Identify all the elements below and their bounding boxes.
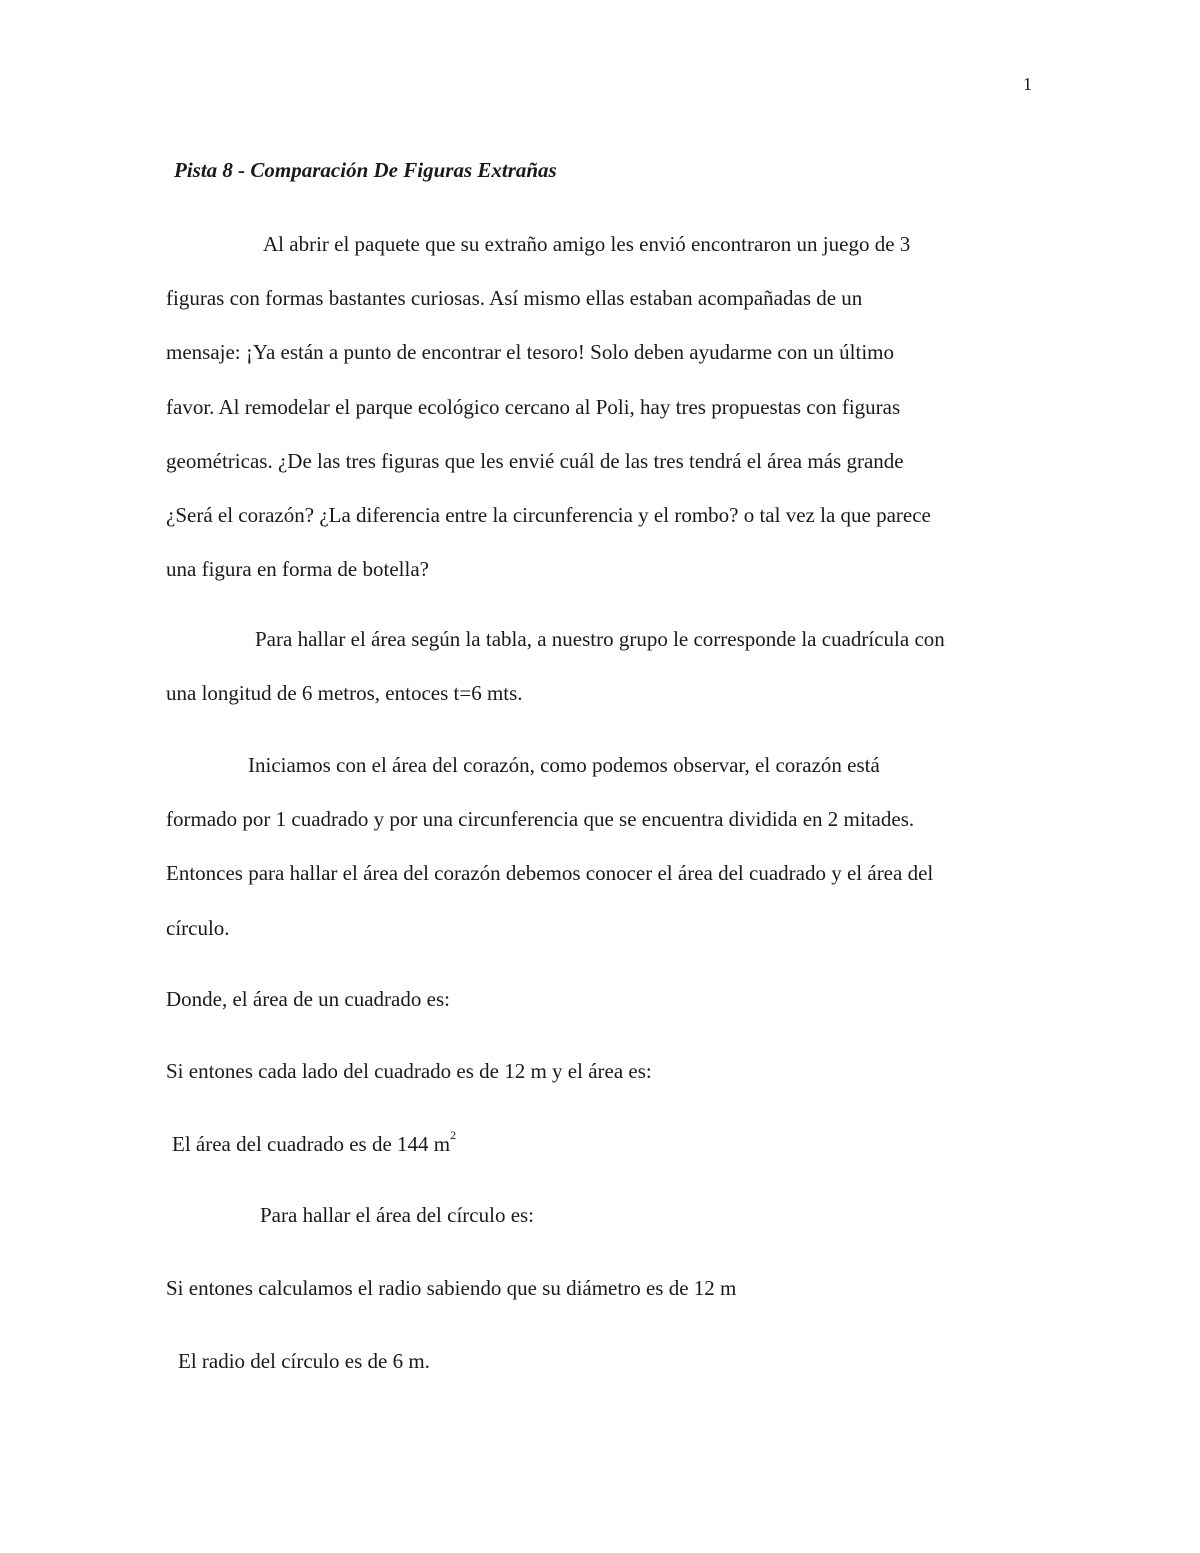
line-donde: Donde, el área de un cuadrado es:	[166, 987, 450, 1011]
text-line: mensaje: ¡Ya están a punto de encontrar el tesoro! Solo deben ayudarme con un último	[166, 340, 894, 365]
line-si-radio: Si entones calculamos el radio sabiendo que su diámetro es de 12 m	[166, 1276, 737, 1300]
text-line: favor. Al remodelar el parque ecológico cercano al Poli, hay tres propuestas con figuras	[166, 394, 901, 419]
text-line: Al abrir el paquete que su extraño amigo les envió encontraron un juego de 3	[263, 232, 911, 256]
text-line: una figura en forma de botella?	[166, 557, 429, 582]
paragraph-tabla	[166, 612, 1036, 720]
text-line: Para hallar el área según la tabla, a nuestro grupo le corresponde la cuadrícula con	[255, 627, 945, 651]
text-line: figuras con formas bastantes curiosas. Así mismo ellas estaban acompañadas de un	[166, 286, 863, 311]
line-si-cuadrado: Si entones cada lado del cuadrado es de 12 m y el área es:	[166, 1059, 652, 1083]
line-radio: El radio del círculo es de 6 m.	[178, 1349, 430, 1373]
paragraph-corazon	[166, 738, 1036, 955]
text-line: Entonces para hallar el área del corazón debemos conocer el área del cuadrado y el área del	[166, 861, 934, 886]
page-number: 1	[1023, 74, 1032, 94]
text-line: formado por 1 cuadrado y por una circunferencia que se encuentra dividida en 2 mitades.	[166, 807, 915, 832]
line-para-circulo: Para hallar el área del círculo es:	[260, 1203, 535, 1227]
document-title: Pista 8 - Comparación De Figuras Extrañas	[174, 158, 557, 182]
superscript-exponent: 2	[450, 1128, 457, 1142]
paragraph-intro	[166, 217, 1036, 596]
text-line: geométricas. ¿De las tres figuras que les envié cuál de las tres tendrá el área más grande	[166, 448, 904, 473]
area-cuadrado-text: El área del cuadrado es de 144 m	[172, 1132, 451, 1156]
text-line: ¿Será el corazón? ¿La diferencia entre la circunferencia y el rombo? o tal vez la que parece	[166, 503, 931, 528]
text-line: una longitud de 6 metros, entoces t=6 mts.	[166, 681, 523, 706]
text-line: Iniciamos con el área del corazón, como podemos observar, el corazón está	[248, 753, 880, 777]
text-line: círculo.	[166, 915, 230, 940]
line-area-cuadrado	[172, 1128, 457, 1157]
